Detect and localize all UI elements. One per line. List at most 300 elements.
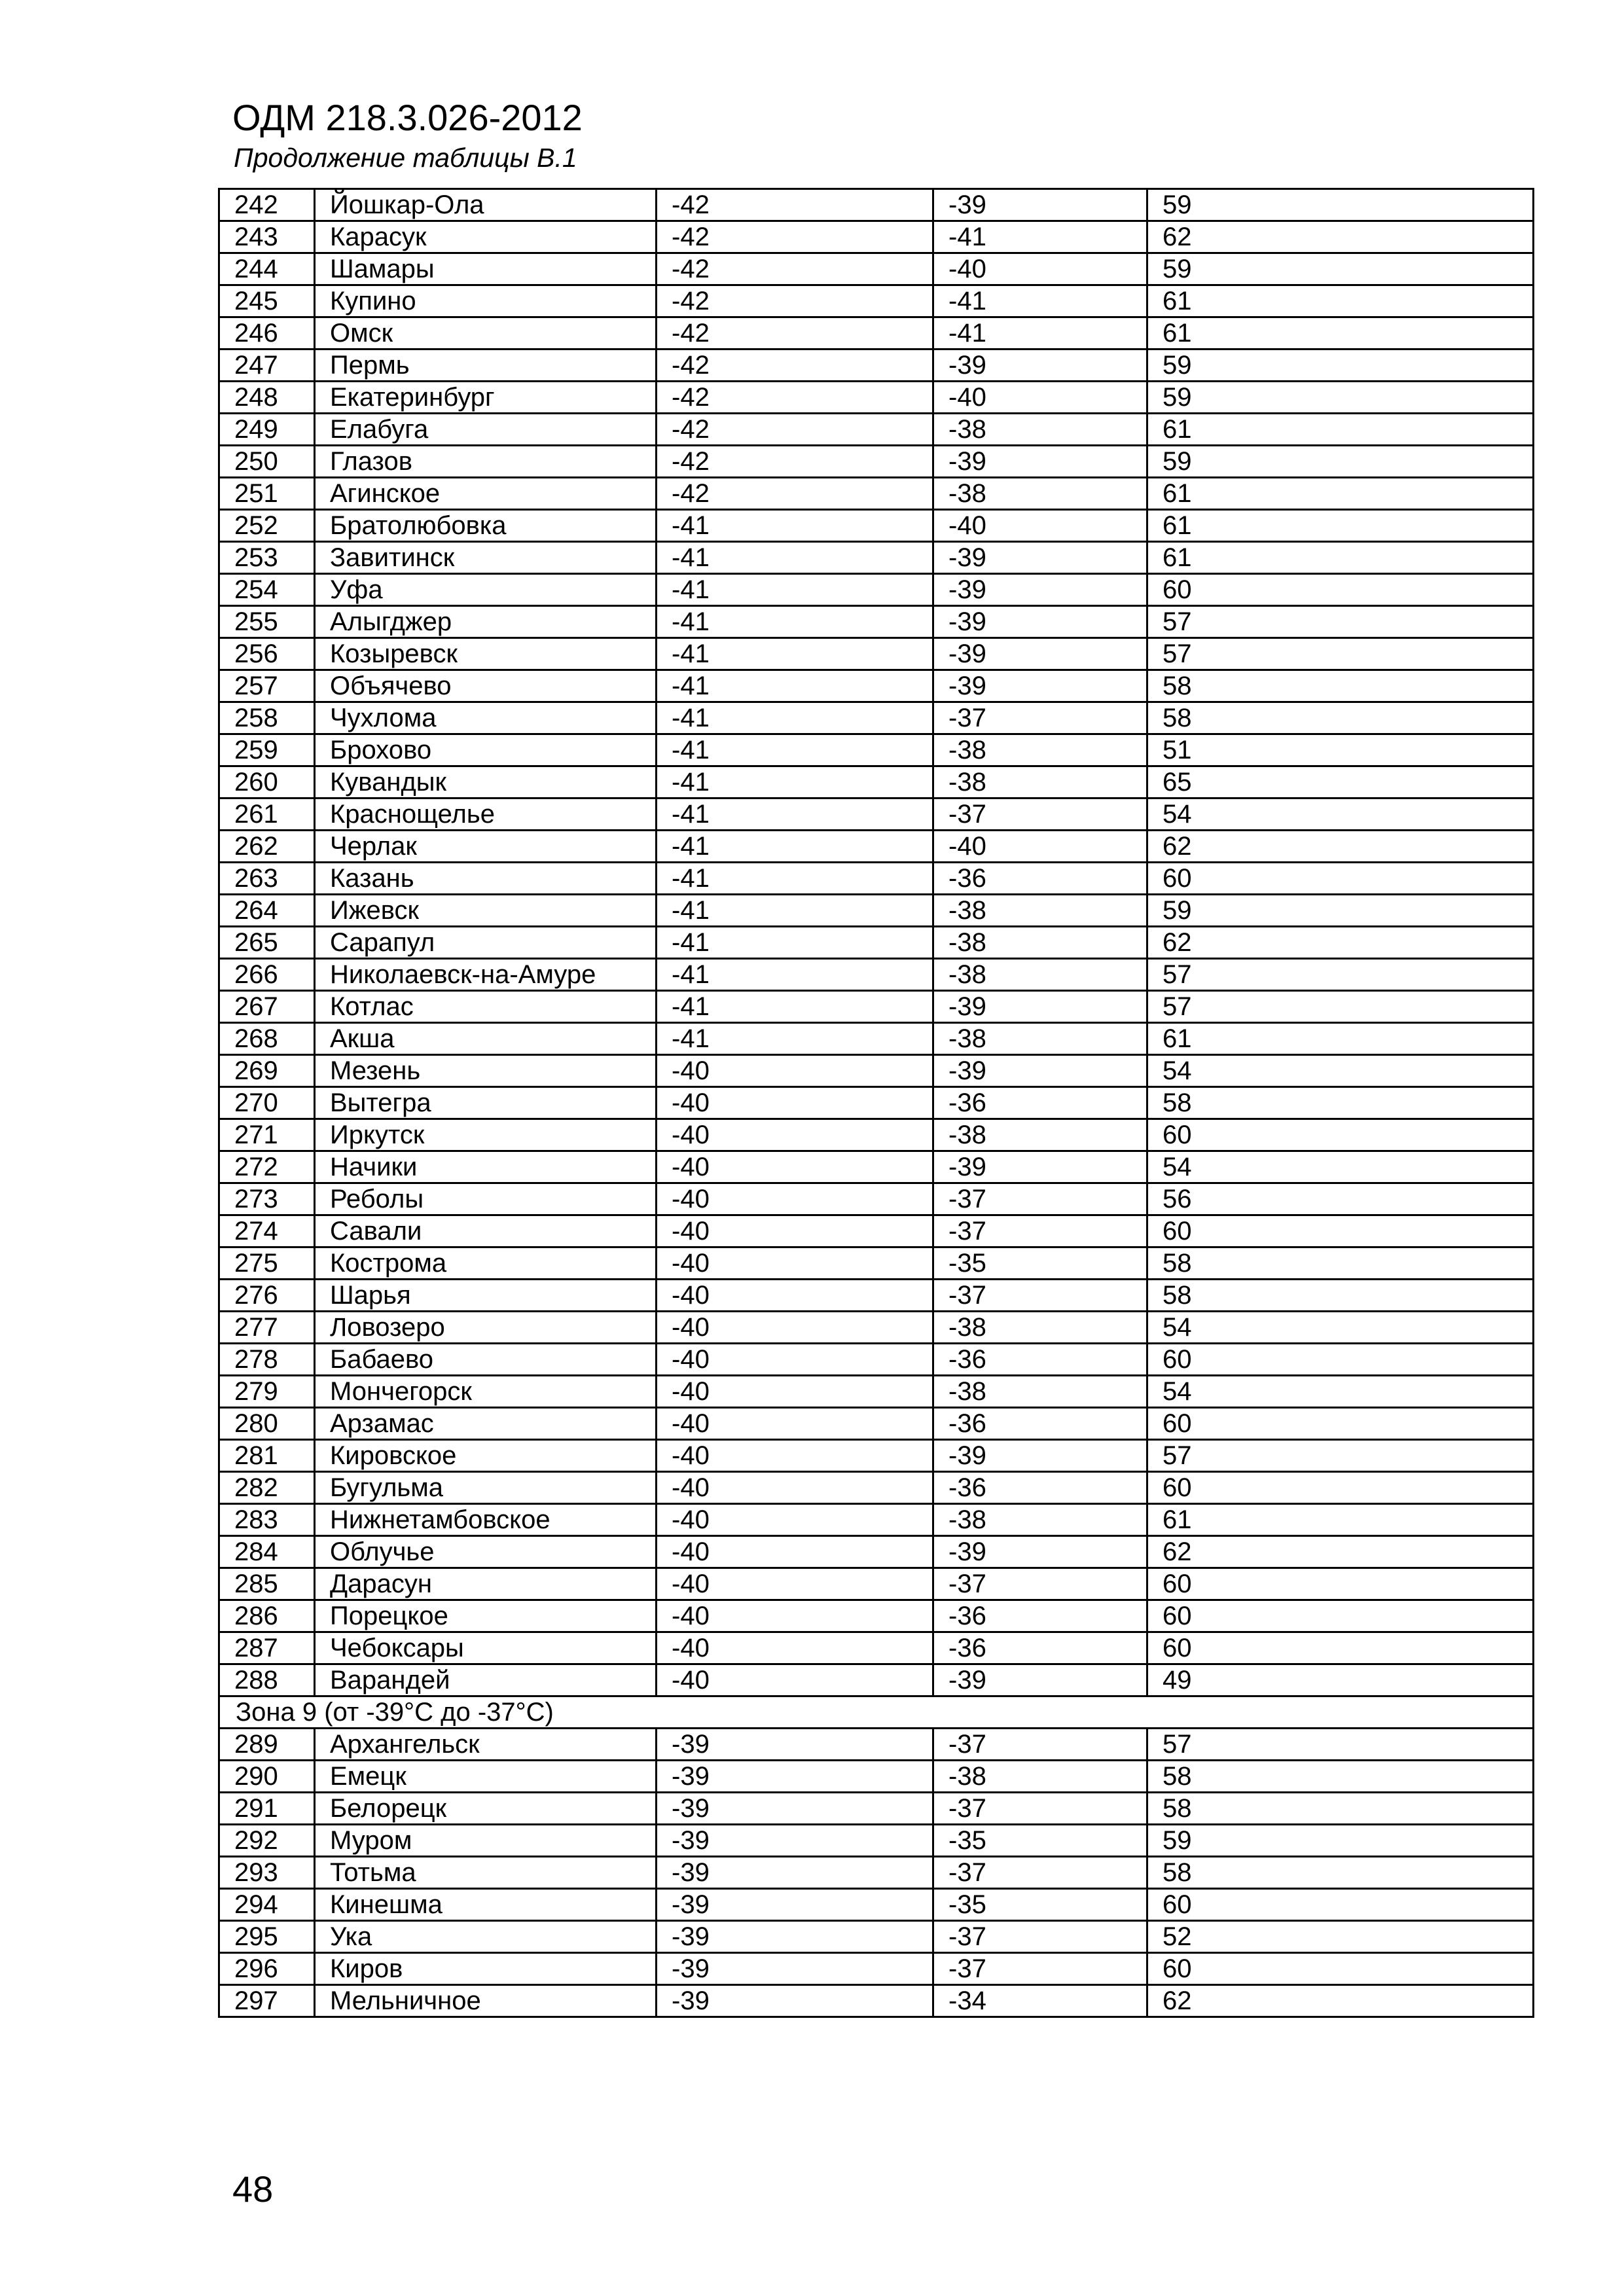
station-name-cell: Купино	[315, 285, 657, 317]
station-name-cell: Шарья	[315, 1280, 657, 1312]
table-row	[219, 1151, 1534, 1183]
value-cell-3: 60	[1147, 1568, 1534, 1600]
table-row	[219, 542, 1534, 574]
table-row	[219, 382, 1534, 414]
row-number-cell: 248	[219, 382, 315, 414]
value-cell-2: -38	[933, 895, 1147, 927]
value-cell-1: -39	[657, 1921, 933, 1953]
table-row	[219, 927, 1534, 959]
value-cell-1: -40	[657, 1536, 933, 1568]
value-cell-3: 61	[1147, 510, 1534, 542]
row-number-cell: 273	[219, 1183, 315, 1215]
table-row	[219, 1280, 1534, 1312]
station-name-cell: Киров	[315, 1953, 657, 1985]
value-cell-1: -40	[657, 1568, 933, 1600]
row-number-cell: 274	[219, 1215, 315, 1247]
value-cell-2: -38	[933, 1376, 1147, 1408]
row-number-cell: 270	[219, 1087, 315, 1119]
value-cell-3: 60	[1147, 1600, 1534, 1632]
value-cell-2: -36	[933, 1632, 1147, 1664]
table-row	[219, 1761, 1534, 1793]
value-cell-3: 60	[1147, 1344, 1534, 1376]
value-cell-1: -41	[657, 959, 933, 991]
row-number-cell: 266	[219, 959, 315, 991]
value-cell-3: 58	[1147, 1087, 1534, 1119]
row-number-cell: 262	[219, 831, 315, 863]
station-name-cell: Кострома	[315, 1247, 657, 1280]
row-number-cell: 260	[219, 766, 315, 798]
value-cell-1: -41	[657, 702, 933, 734]
value-cell-2: -39	[933, 1440, 1147, 1472]
value-cell-2: -41	[933, 285, 1147, 317]
row-number-cell: 255	[219, 606, 315, 638]
value-cell-3: 58	[1147, 670, 1534, 702]
value-cell-2: -34	[933, 1985, 1147, 2017]
value-cell-3: 62	[1147, 221, 1534, 253]
table-row	[219, 863, 1534, 895]
station-name-cell: Ловозеро	[315, 1312, 657, 1344]
station-name-cell: Мезень	[315, 1055, 657, 1087]
station-name-cell: Казань	[315, 863, 657, 895]
value-cell-3: 49	[1147, 1664, 1534, 1696]
table-row	[219, 1664, 1534, 1696]
station-name-cell: Бабаево	[315, 1344, 657, 1376]
value-cell-2: -38	[933, 1119, 1147, 1151]
row-number-cell: 243	[219, 221, 315, 253]
station-name-cell: Козыревск	[315, 638, 657, 670]
station-name-cell: Мельничное	[315, 1985, 657, 2017]
table-row	[219, 702, 1534, 734]
value-cell-3: 56	[1147, 1183, 1534, 1215]
table-row	[219, 317, 1534, 350]
value-cell-1: -41	[657, 638, 933, 670]
value-cell-3: 52	[1147, 1921, 1534, 1953]
value-cell-2: -38	[933, 734, 1147, 766]
value-cell-1: -42	[657, 253, 933, 285]
value-cell-3: 57	[1147, 959, 1534, 991]
value-cell-3: 59	[1147, 350, 1534, 382]
value-cell-1: -40	[657, 1664, 933, 1696]
row-number-cell: 294	[219, 1889, 315, 1921]
station-name-cell: Кувандык	[315, 766, 657, 798]
station-name-cell: Архангельск	[315, 1729, 657, 1761]
value-cell-1: -40	[657, 1408, 933, 1440]
row-number-cell: 280	[219, 1408, 315, 1440]
value-cell-1: -40	[657, 1151, 933, 1183]
row-number-cell: 288	[219, 1664, 315, 1696]
row-number-cell: 281	[219, 1440, 315, 1472]
table-row	[219, 285, 1534, 317]
value-cell-1: -41	[657, 927, 933, 959]
table-row	[219, 1600, 1534, 1632]
value-cell-1: -42	[657, 350, 933, 382]
table-row	[219, 1504, 1534, 1536]
value-cell-3: 59	[1147, 382, 1534, 414]
row-number-cell: 257	[219, 670, 315, 702]
value-cell-3: 57	[1147, 606, 1534, 638]
value-cell-2: -37	[933, 1921, 1147, 1953]
station-name-cell: Порецкое	[315, 1600, 657, 1632]
row-number-cell: 291	[219, 1793, 315, 1825]
value-cell-1: -41	[657, 831, 933, 863]
value-cell-3: 58	[1147, 1761, 1534, 1793]
table-row	[219, 670, 1534, 702]
value-cell-2: -37	[933, 1215, 1147, 1247]
table-row	[219, 221, 1534, 253]
table-row	[219, 991, 1534, 1023]
station-name-cell: Облучье	[315, 1536, 657, 1568]
row-number-cell: 284	[219, 1536, 315, 1568]
row-number-cell: 251	[219, 478, 315, 510]
value-cell-3: 60	[1147, 1472, 1534, 1504]
value-cell-2: -39	[933, 1151, 1147, 1183]
value-cell-3: 54	[1147, 1312, 1534, 1344]
row-number-cell: 275	[219, 1247, 315, 1280]
value-cell-1: -40	[657, 1215, 933, 1247]
value-cell-1: -42	[657, 285, 933, 317]
station-name-cell: Николаевск-на-Амуре	[315, 959, 657, 991]
value-cell-1: -41	[657, 574, 933, 606]
row-number-cell: 295	[219, 1921, 315, 1953]
document-code: ОДМ 218.3.026-2012	[232, 97, 583, 138]
station-name-cell: Брохово	[315, 734, 657, 766]
value-cell-1: -42	[657, 446, 933, 478]
station-name-cell: Варандей	[315, 1664, 657, 1696]
station-name-cell: Вытегра	[315, 1087, 657, 1119]
value-cell-3: 60	[1147, 1953, 1534, 1985]
value-cell-3: 60	[1147, 1215, 1534, 1247]
row-number-cell: 247	[219, 350, 315, 382]
value-cell-3: 51	[1147, 734, 1534, 766]
value-cell-2: -39	[933, 542, 1147, 574]
value-cell-3: 54	[1147, 1376, 1534, 1408]
value-cell-3: 57	[1147, 991, 1534, 1023]
value-cell-2: -39	[933, 606, 1147, 638]
value-cell-2: -35	[933, 1825, 1147, 1857]
table-row	[219, 1023, 1534, 1055]
table-row	[219, 478, 1534, 510]
value-cell-3: 54	[1147, 798, 1534, 831]
row-number-cell: 263	[219, 863, 315, 895]
value-cell-3: 60	[1147, 1632, 1534, 1664]
value-cell-3: 54	[1147, 1151, 1534, 1183]
value-cell-2: -38	[933, 1761, 1147, 1793]
value-cell-1: -41	[657, 1023, 933, 1055]
row-number-cell: 286	[219, 1600, 315, 1632]
row-number-cell: 246	[219, 317, 315, 350]
station-name-cell: Савали	[315, 1215, 657, 1247]
value-cell-1: -40	[657, 1312, 933, 1344]
station-name-cell: Иркутск	[315, 1119, 657, 1151]
station-name-cell: Начики	[315, 1151, 657, 1183]
station-name-cell: Бугульма	[315, 1472, 657, 1504]
value-cell-2: -40	[933, 831, 1147, 863]
station-name-cell: Черлак	[315, 831, 657, 863]
table-row	[219, 959, 1534, 991]
row-number-cell: 244	[219, 253, 315, 285]
station-name-cell: Йошкар-Ола	[315, 189, 657, 221]
station-name-cell: Карасук	[315, 221, 657, 253]
row-number-cell: 261	[219, 798, 315, 831]
value-cell-2: -38	[933, 927, 1147, 959]
value-cell-2: -39	[933, 189, 1147, 221]
value-cell-3: 58	[1147, 1857, 1534, 1889]
row-number-cell: 282	[219, 1472, 315, 1504]
row-number-cell: 249	[219, 414, 315, 446]
value-cell-1: -39	[657, 1729, 933, 1761]
value-cell-1: -41	[657, 734, 933, 766]
row-number-cell: 245	[219, 285, 315, 317]
row-number-cell: 256	[219, 638, 315, 670]
row-number-cell: 293	[219, 1857, 315, 1889]
value-cell-1: -42	[657, 478, 933, 510]
table-row	[219, 766, 1534, 798]
value-cell-2: -36	[933, 863, 1147, 895]
value-cell-2: -36	[933, 1087, 1147, 1119]
value-cell-1: -40	[657, 1344, 933, 1376]
row-number-cell: 297	[219, 1985, 315, 2017]
value-cell-1: -40	[657, 1087, 933, 1119]
value-cell-2: -38	[933, 1312, 1147, 1344]
value-cell-2: -39	[933, 1055, 1147, 1087]
value-cell-2: -36	[933, 1344, 1147, 1376]
value-cell-2: -41	[933, 317, 1147, 350]
table-row	[219, 606, 1534, 638]
value-cell-3: 59	[1147, 253, 1534, 285]
station-name-cell: Краснощелье	[315, 798, 657, 831]
row-number-cell: 296	[219, 1953, 315, 1985]
table-row	[219, 1247, 1534, 1280]
value-cell-1: -39	[657, 1825, 933, 1857]
value-cell-3: 58	[1147, 702, 1534, 734]
value-cell-1: -40	[657, 1472, 933, 1504]
value-cell-1: -40	[657, 1055, 933, 1087]
value-cell-2: -39	[933, 991, 1147, 1023]
table-row	[219, 1312, 1534, 1344]
value-cell-1: -40	[657, 1280, 933, 1312]
row-number-cell: 254	[219, 574, 315, 606]
value-cell-2: -38	[933, 1504, 1147, 1536]
row-number-cell: 264	[219, 895, 315, 927]
table-row	[219, 1215, 1534, 1247]
value-cell-2: -37	[933, 798, 1147, 831]
row-number-cell: 258	[219, 702, 315, 734]
row-number-cell: 272	[219, 1151, 315, 1183]
value-cell-2: -37	[933, 1280, 1147, 1312]
station-name-cell: Объячево	[315, 670, 657, 702]
value-cell-1: -41	[657, 510, 933, 542]
value-cell-1: -39	[657, 1793, 933, 1825]
station-name-cell: Агинское	[315, 478, 657, 510]
table-body	[219, 189, 1534, 2017]
value-cell-3: 61	[1147, 1504, 1534, 1536]
value-cell-1: -42	[657, 221, 933, 253]
value-cell-1: -40	[657, 1376, 933, 1408]
value-cell-1: -42	[657, 414, 933, 446]
value-cell-3: 57	[1147, 638, 1534, 670]
station-name-cell: Глазов	[315, 446, 657, 478]
value-cell-3: 54	[1147, 1055, 1534, 1087]
table-row	[219, 1536, 1534, 1568]
row-number-cell: 271	[219, 1119, 315, 1151]
value-cell-3: 60	[1147, 1119, 1534, 1151]
station-name-cell: Кинешма	[315, 1889, 657, 1921]
row-number-cell: 259	[219, 734, 315, 766]
value-cell-2: -36	[933, 1600, 1147, 1632]
station-name-cell: Екатеринбург	[315, 382, 657, 414]
table-row	[219, 1087, 1534, 1119]
value-cell-3: 58	[1147, 1793, 1534, 1825]
row-number-cell: 285	[219, 1568, 315, 1600]
table-row	[219, 1985, 1534, 2017]
table-row	[219, 638, 1534, 670]
value-cell-2: -37	[933, 1568, 1147, 1600]
value-cell-1: -41	[657, 670, 933, 702]
station-name-cell: Акша	[315, 1023, 657, 1055]
table-row	[219, 1055, 1534, 1087]
station-name-cell: Емецк	[315, 1761, 657, 1793]
value-cell-2: -39	[933, 574, 1147, 606]
value-cell-3: 62	[1147, 1985, 1534, 2017]
value-cell-2: -36	[933, 1472, 1147, 1504]
station-name-cell: Завитинск	[315, 542, 657, 574]
value-cell-2: -39	[933, 350, 1147, 382]
table-row	[219, 1857, 1534, 1889]
table-continuation-caption: Продолжение таблицы В.1	[234, 143, 577, 173]
row-number-cell: 279	[219, 1376, 315, 1408]
row-number-cell: 242	[219, 189, 315, 221]
value-cell-2: -39	[933, 1664, 1147, 1696]
row-number-cell: 268	[219, 1023, 315, 1055]
value-cell-3: 61	[1147, 478, 1534, 510]
table-row	[219, 1183, 1534, 1215]
value-cell-1: -41	[657, 991, 933, 1023]
value-cell-1: -41	[657, 895, 933, 927]
climate-data-table	[218, 188, 1534, 2018]
zone-header-row	[219, 1696, 1534, 1729]
value-cell-1: -42	[657, 189, 933, 221]
value-cell-2: -38	[933, 766, 1147, 798]
zone-label: Зона 9 (от -39°С до -37°С)	[219, 1696, 1534, 1729]
row-number-cell: 287	[219, 1632, 315, 1664]
station-name-cell: Котлас	[315, 991, 657, 1023]
table-row	[219, 414, 1534, 446]
station-name-cell: Братолюбовка	[315, 510, 657, 542]
value-cell-3: 57	[1147, 1729, 1534, 1761]
station-name-cell: Реболы	[315, 1183, 657, 1215]
value-cell-2: -37	[933, 1857, 1147, 1889]
row-number-cell: 267	[219, 991, 315, 1023]
station-name-cell: Кировское	[315, 1440, 657, 1472]
value-cell-2: -35	[933, 1889, 1147, 1921]
value-cell-2: -39	[933, 638, 1147, 670]
station-name-cell: Ижевск	[315, 895, 657, 927]
value-cell-1: -39	[657, 1761, 933, 1793]
table-row	[219, 574, 1534, 606]
row-number-cell: 290	[219, 1761, 315, 1793]
table-row	[219, 1440, 1534, 1472]
value-cell-2: -39	[933, 1536, 1147, 1568]
value-cell-1: -39	[657, 1953, 933, 1985]
value-cell-3: 61	[1147, 414, 1534, 446]
value-cell-1: -40	[657, 1247, 933, 1280]
value-cell-2: -40	[933, 253, 1147, 285]
station-name-cell: Елабуга	[315, 414, 657, 446]
table-row	[219, 1921, 1534, 1953]
value-cell-3: 59	[1147, 895, 1534, 927]
row-number-cell: 277	[219, 1312, 315, 1344]
table-row	[219, 1729, 1534, 1761]
value-cell-2: -37	[933, 702, 1147, 734]
station-name-cell: Шамары	[315, 253, 657, 285]
row-number-cell: 269	[219, 1055, 315, 1087]
value-cell-3: 58	[1147, 1247, 1534, 1280]
value-cell-3: 61	[1147, 317, 1534, 350]
value-cell-1: -40	[657, 1440, 933, 1472]
table-row	[219, 831, 1534, 863]
value-cell-1: -40	[657, 1119, 933, 1151]
value-cell-2: -39	[933, 446, 1147, 478]
value-cell-3: 60	[1147, 1408, 1534, 1440]
table-row	[219, 1953, 1534, 1985]
value-cell-3: 58	[1147, 1280, 1534, 1312]
value-cell-2: -40	[933, 510, 1147, 542]
value-cell-1: -42	[657, 382, 933, 414]
value-cell-3: 62	[1147, 831, 1534, 863]
table-row	[219, 510, 1534, 542]
value-cell-1: -39	[657, 1857, 933, 1889]
station-name-cell: Арзамас	[315, 1408, 657, 1440]
value-cell-3: 60	[1147, 863, 1534, 895]
table-row	[219, 798, 1534, 831]
table-row	[219, 1889, 1534, 1921]
station-name-cell: Тотьма	[315, 1857, 657, 1889]
row-number-cell: 265	[219, 927, 315, 959]
value-cell-1: -40	[657, 1632, 933, 1664]
row-number-cell: 250	[219, 446, 315, 478]
table-row	[219, 1568, 1534, 1600]
value-cell-3: 62	[1147, 927, 1534, 959]
value-cell-2: -38	[933, 959, 1147, 991]
table-row	[219, 1119, 1534, 1151]
row-number-cell: 278	[219, 1344, 315, 1376]
row-number-cell: 252	[219, 510, 315, 542]
station-name-cell: Пермь	[315, 350, 657, 382]
value-cell-2: -35	[933, 1247, 1147, 1280]
table-row	[219, 1632, 1534, 1664]
station-name-cell: Ука	[315, 1921, 657, 1953]
table-row	[219, 895, 1534, 927]
value-cell-3: 59	[1147, 446, 1534, 478]
value-cell-3: 62	[1147, 1536, 1534, 1568]
station-name-cell: Белорецк	[315, 1793, 657, 1825]
row-number-cell: 276	[219, 1280, 315, 1312]
table-row	[219, 446, 1534, 478]
value-cell-3: 59	[1147, 189, 1534, 221]
value-cell-2: -38	[933, 478, 1147, 510]
value-cell-3: 59	[1147, 1825, 1534, 1857]
table-row	[219, 189, 1534, 221]
value-cell-3: 65	[1147, 766, 1534, 798]
value-cell-2: -37	[933, 1793, 1147, 1825]
value-cell-2: -38	[933, 414, 1147, 446]
station-name-cell: Чухлома	[315, 702, 657, 734]
table-row	[219, 1793, 1534, 1825]
value-cell-1: -41	[657, 766, 933, 798]
value-cell-2: -37	[933, 1729, 1147, 1761]
value-cell-2: -37	[933, 1183, 1147, 1215]
station-name-cell: Уфа	[315, 574, 657, 606]
